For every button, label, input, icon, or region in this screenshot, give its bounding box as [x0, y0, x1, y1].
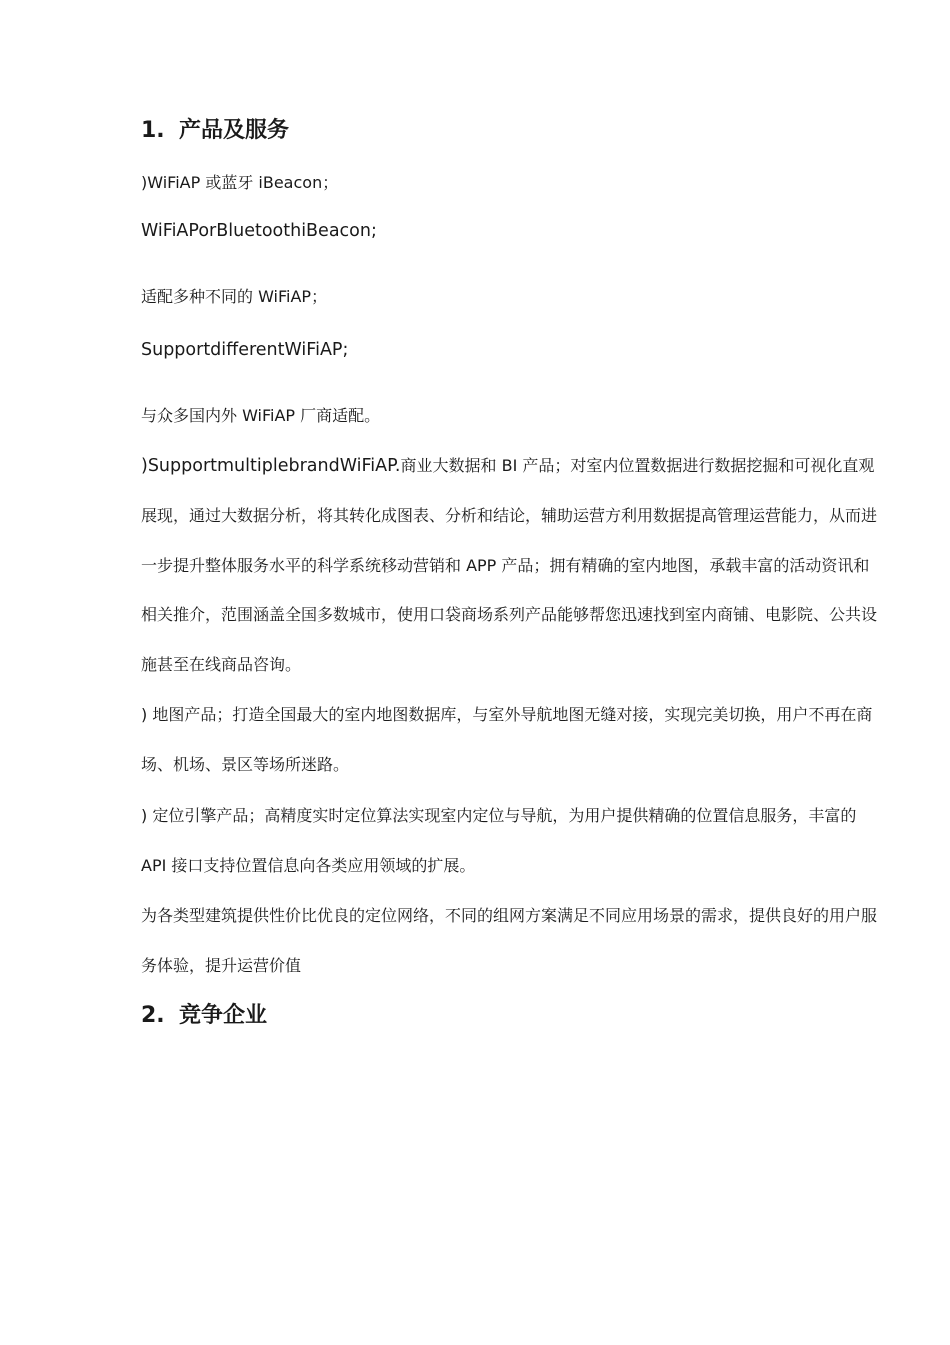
- text-line: SupportdifferentWiFiAP;: [141, 340, 349, 360]
- text-line: 与众多国内外 WiFiAP 厂商适配。: [141, 406, 381, 425]
- text-line: 适配多种不同的 WiFiAP；: [141, 287, 328, 306]
- text-segment-english: )SupportmultiplebrandWiFiAP.: [141, 456, 401, 476]
- text-line: 为各类型建筑提供性价比优良的定位网络，不同的组网方案满足不同应用场景的需求，提供良好的用户服: [141, 906, 878, 925]
- text-line: 展现，通过大数据分析，将其转化成图表、分析和结论，辅助运营方利用数据提高管理运营能力，从而进: [141, 506, 878, 525]
- section-title: 竞争企业: [179, 1003, 268, 1028]
- text-line: API 接口支持位置信息向各类应用领域的扩展。: [141, 856, 476, 875]
- text-line: 务体验，提升运营价值: [141, 956, 302, 975]
- text-line: ) 定位引擎产品；高精度实时定位算法实现室内定位与导航，为用户提供精确的位置信息服务，丰富的: [141, 806, 857, 825]
- text-line: WiFiAPorBluetoothiBeacon;: [141, 221, 377, 241]
- text-line: )WiFiAP 或蓝牙 iBeacon；: [141, 173, 339, 192]
- text-line: 一步提升整体服务水平的科学系统移动营销和 APP 产品；拥有精确的室内地图，承载丰富的活动资讯和: [141, 556, 870, 575]
- section-number: 1.: [141, 118, 165, 143]
- section-heading-products: [141, 116, 289, 146]
- text-line: ) 地图产品；打造全国最大的室内地图数据库，与室外导航地图无缝对接，实现完美切换，用户不再在商: [141, 705, 873, 724]
- text-line: 相关推介，范围涵盖全国多数城市，使用口袋商场系列产品能够帮您迅速找到室内商铺、电影院、公共设: [141, 605, 878, 624]
- text-line: 施甚至在线商品咨询。: [141, 655, 302, 674]
- text-line: [141, 455, 874, 477]
- section-number: 2.: [141, 1003, 165, 1028]
- section-heading-competitors: [141, 1001, 267, 1031]
- text-segment-chinese: 商业大数据和 BI 产品；对室内位置数据进行数据挖掘和可视化直观: [400, 456, 875, 475]
- text-line: 场、机场、景区等场所迷路。: [141, 755, 350, 774]
- section-title: 产品及服务: [179, 118, 290, 143]
